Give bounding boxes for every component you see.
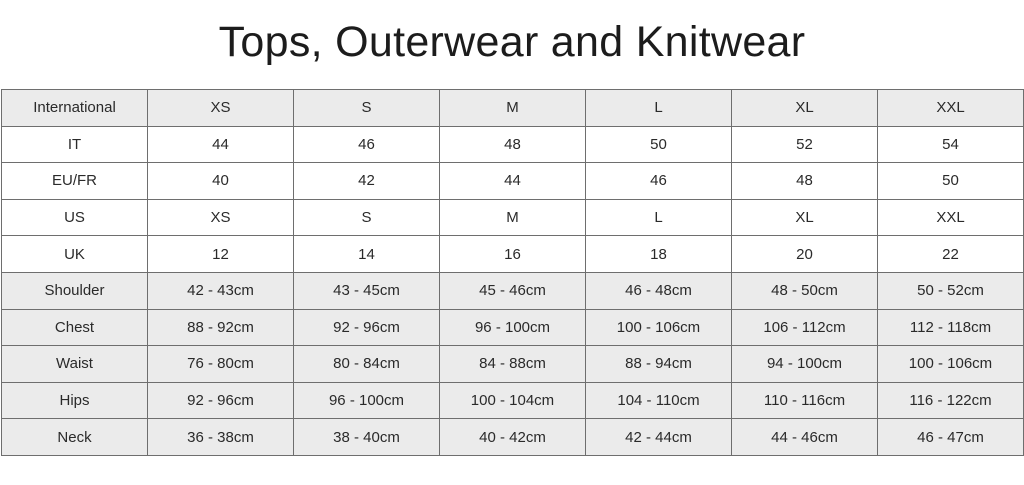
row-label: UK [2, 236, 148, 273]
table-cell: 80 - 84cm [294, 346, 440, 383]
table-cell: 22 [878, 236, 1024, 273]
table-row [2, 199, 1024, 236]
table-row [2, 382, 1024, 419]
table-cell: XS [148, 199, 294, 236]
row-label: Waist [2, 346, 148, 383]
table-row [2, 419, 1024, 456]
table-cell: 52 [732, 126, 878, 163]
table-cell: 94 - 100cm [732, 346, 878, 383]
table-cell: S [294, 90, 440, 127]
table-cell: 104 - 110cm [586, 382, 732, 419]
table-cell: 46 [586, 163, 732, 200]
table-cell: 50 [586, 126, 732, 163]
table-cell: 100 - 106cm [878, 346, 1024, 383]
table-row [2, 309, 1024, 346]
page-title: Tops, Outerwear and Knitwear [218, 18, 806, 66]
table-row [2, 90, 1024, 127]
table-cell: 106 - 112cm [732, 309, 878, 346]
table-cell: 116 - 122cm [878, 382, 1024, 419]
table-cell: 46 - 47cm [878, 419, 1024, 456]
row-label: International [2, 90, 148, 127]
size-chart-body [2, 90, 1024, 456]
table-cell: 84 - 88cm [440, 346, 586, 383]
row-label: EU/FR [2, 163, 148, 200]
table-cell: L [586, 90, 732, 127]
row-label: Hips [2, 382, 148, 419]
table-cell: 44 [148, 126, 294, 163]
table-cell: 54 [878, 126, 1024, 163]
table-cell: 42 [294, 163, 440, 200]
table-row [2, 346, 1024, 383]
table-cell: L [586, 199, 732, 236]
table-cell: 46 [294, 126, 440, 163]
table-cell: 12 [148, 236, 294, 273]
row-label: Neck [2, 419, 148, 456]
row-label: Chest [2, 309, 148, 346]
table-cell: 88 - 92cm [148, 309, 294, 346]
table-cell: 48 [440, 126, 586, 163]
table-cell: XS [148, 90, 294, 127]
table-cell: 96 - 100cm [294, 382, 440, 419]
table-cell: 14 [294, 236, 440, 273]
table-cell: 38 - 40cm [294, 419, 440, 456]
table-cell: XXL [878, 199, 1024, 236]
table-cell: XL [732, 90, 878, 127]
table-cell: 92 - 96cm [294, 309, 440, 346]
table-cell: 48 [732, 163, 878, 200]
table-cell: 76 - 80cm [148, 346, 294, 383]
table-row [2, 236, 1024, 273]
table-cell: 100 - 106cm [586, 309, 732, 346]
table-cell: 44 - 46cm [732, 419, 878, 456]
table-cell: S [294, 199, 440, 236]
size-chart-table [1, 89, 1024, 456]
table-cell: 44 [440, 163, 586, 200]
table-cell: 50 - 52cm [878, 272, 1024, 309]
table-cell: 96 - 100cm [440, 309, 586, 346]
table-cell: M [440, 90, 586, 127]
table-cell: 40 [148, 163, 294, 200]
table-cell: 40 - 42cm [440, 419, 586, 456]
table-cell: 16 [440, 236, 586, 273]
table-cell: 112 - 118cm [878, 309, 1024, 346]
table-cell: 43 - 45cm [294, 272, 440, 309]
table-cell: 42 - 44cm [586, 419, 732, 456]
table-cell: 100 - 104cm [440, 382, 586, 419]
table-cell: 50 [878, 163, 1024, 200]
row-label: IT [2, 126, 148, 163]
table-cell: 20 [732, 236, 878, 273]
table-cell: 46 - 48cm [586, 272, 732, 309]
table-cell: 92 - 96cm [148, 382, 294, 419]
table-cell: 36 - 38cm [148, 419, 294, 456]
table-cell: 110 - 116cm [732, 382, 878, 419]
table-cell: 45 - 46cm [440, 272, 586, 309]
table-row [2, 163, 1024, 200]
table-cell: 88 - 94cm [586, 346, 732, 383]
table-cell: XXL [878, 90, 1024, 127]
table-cell: 42 - 43cm [148, 272, 294, 309]
table-cell: XL [732, 199, 878, 236]
row-label: Shoulder [2, 272, 148, 309]
table-cell: 18 [586, 236, 732, 273]
row-label: US [2, 199, 148, 236]
table-cell: M [440, 199, 586, 236]
table-row [2, 272, 1024, 309]
table-cell: 48 - 50cm [732, 272, 878, 309]
table-row [2, 126, 1024, 163]
